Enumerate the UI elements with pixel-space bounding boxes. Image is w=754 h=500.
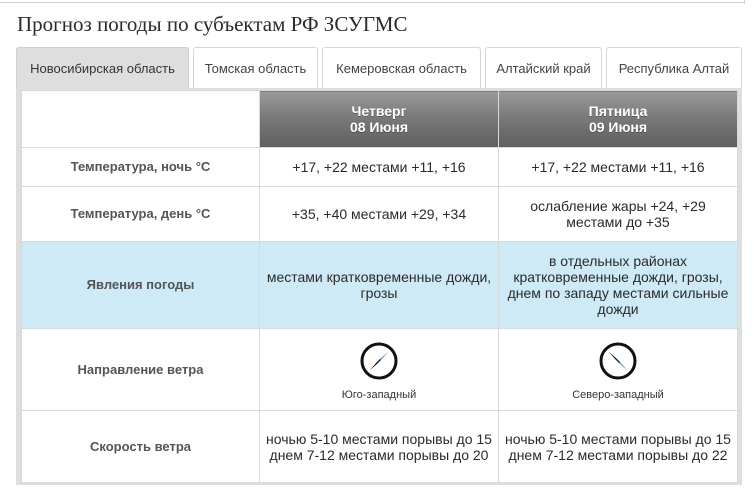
header-row bbox=[22, 91, 738, 148]
tab-novosibirsk[interactable]: Новосибирская область bbox=[16, 47, 189, 89]
wind-direction-label: Юго-западный bbox=[341, 388, 417, 401]
phenomena-thursday: местами кратковременные дожди, грозы bbox=[260, 242, 499, 329]
temp-day-thursday: +35, +40 местами +29, +34 bbox=[260, 187, 499, 242]
row-temp-night bbox=[22, 148, 738, 187]
row-temp-day bbox=[22, 187, 738, 242]
top-border-corner bbox=[744, 0, 745, 4]
row-label-temp-night: Температура, ночь °C bbox=[22, 148, 260, 187]
top-border bbox=[0, 0, 754, 4]
row-label-temp-day: Температура, день °C bbox=[22, 187, 260, 242]
row-label-wind-direction: Направление ветра bbox=[22, 329, 260, 411]
temp-night-friday: +17, +22 местами +11, +16 bbox=[499, 148, 738, 187]
tab-altai-krai[interactable]: Алтайский край bbox=[485, 47, 602, 88]
forecast-table bbox=[21, 90, 738, 483]
tab-altai-republic[interactable]: Республика Алтай bbox=[606, 47, 742, 88]
tab-kemerovo[interactable]: Кемеровская область bbox=[322, 47, 481, 88]
day-date: 09 Июня bbox=[588, 119, 648, 135]
forecast-panel bbox=[16, 88, 742, 485]
top-border-line bbox=[0, 2, 745, 3]
wind-direction-label: Северо-западный bbox=[572, 388, 664, 401]
wind-direction-friday bbox=[499, 329, 738, 411]
day-weekday: Четверг bbox=[351, 103, 407, 119]
compass-southwest-icon bbox=[359, 341, 399, 381]
row-label-wind-speed: Скорость ветра bbox=[22, 411, 260, 483]
row-label-phenomena: Явления погоды bbox=[22, 242, 260, 329]
day-header-friday bbox=[499, 91, 738, 148]
page-title: Прогноз погоды по субъектам РФ ЗСУГМС bbox=[17, 12, 408, 36]
day-date: 08 Июня bbox=[349, 119, 409, 135]
wind-speed-friday: ночью 5-10 местами порывы до 15 днем 7-12 местами порывы до 22 bbox=[499, 411, 738, 483]
tab-tomsk[interactable]: Томская область bbox=[193, 47, 318, 88]
temp-night-thursday: +17, +22 местами +11, +16 bbox=[260, 148, 499, 187]
header-corner bbox=[22, 91, 260, 148]
wind-speed-thursday: ночью 5-10 местами порывы до 15 днем 7-12 местами порывы до 20 bbox=[260, 411, 499, 483]
phenomena-friday: в отдельных районах кратковременные дожди, грозы, днем по западу местами сильные дожди bbox=[499, 242, 738, 329]
row-wind-direction bbox=[22, 329, 738, 411]
day-header-thursday bbox=[260, 91, 499, 148]
wind-direction-thursday bbox=[260, 329, 499, 411]
row-phenomena bbox=[22, 242, 738, 329]
day-weekday: Пятница bbox=[588, 103, 648, 119]
temp-day-friday: ослабление жары +24, +29 местами до +35 bbox=[499, 187, 738, 242]
row-wind-speed bbox=[22, 411, 738, 483]
compass-northwest-icon bbox=[598, 341, 638, 381]
